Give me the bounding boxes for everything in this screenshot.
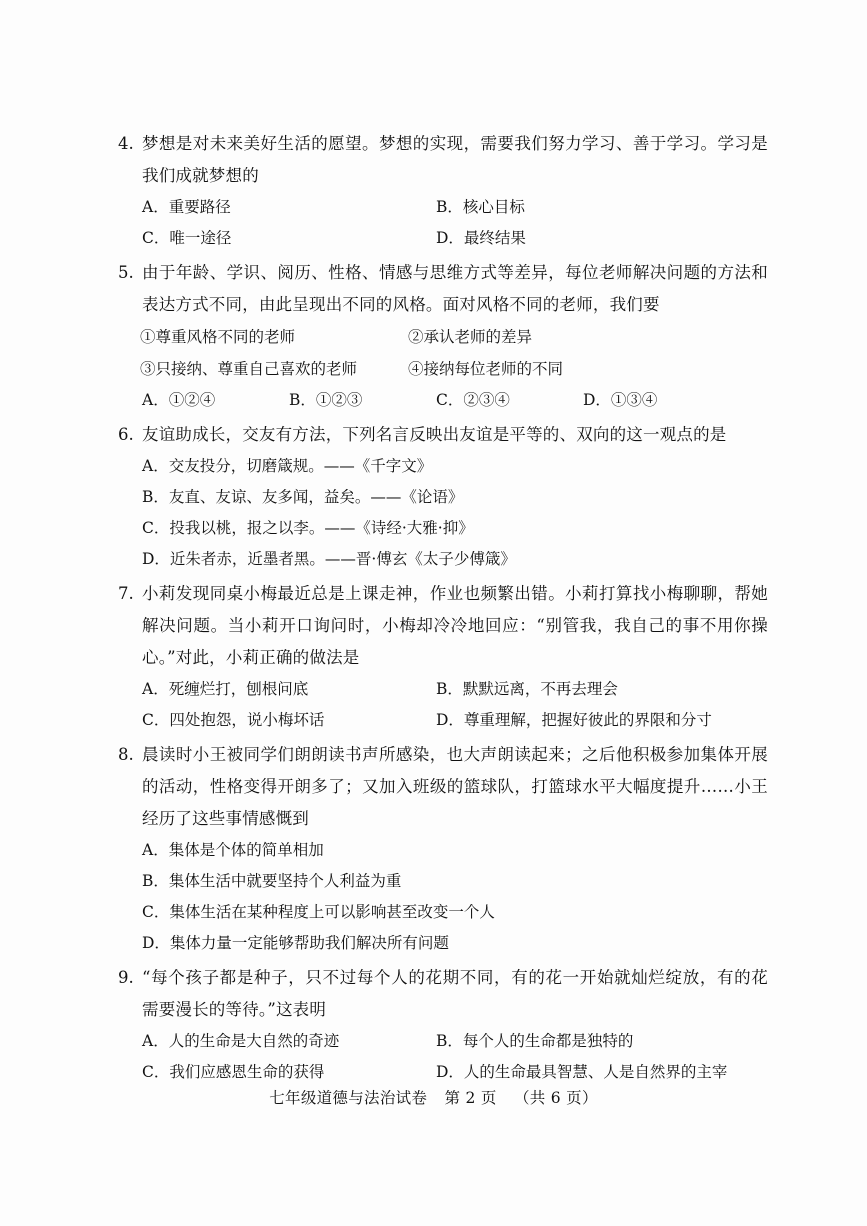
option-b: B．集体生活中就要坚持个人利益为重 [142,872,402,890]
option-d: D．最终结果 [436,229,526,247]
exam-title: 七年级道德与法治试卷 [269,1089,428,1107]
options [142,1026,768,1088]
question-5 [118,257,768,416]
option-b: B．每个人的生命都是独特的 [436,1032,634,1050]
option-d: D．①③④ [583,391,658,409]
question-text: 梦想是对未来美好生活的愿望。梦想的实现，需要我们努力学习、善于学习。学习是我们成就梦想的 [142,134,768,185]
question-9 [118,962,768,1088]
option-a: A．重要路径 [142,198,231,216]
option-d: D．集体力量一定能够帮助我们解决所有问题 [142,934,449,952]
question-7 [118,578,768,736]
question-stem [118,578,768,674]
option-b: B．友直、友谅、友多闻，益矣。——《论语》 [142,488,464,506]
page-total: （共 6 页） [513,1089,598,1107]
question-text: 小莉发现同桌小梅最近总是上课走神，作业也频繁出错。小莉打算找小梅聊聊，帮她解决问题。当小莉开口询问时，小梅却冷冷地回应：“别管我，我自己的事不用你操心。”对此，小莉正确的做法是 [142,584,768,667]
question-text: 晨读时小王被同学们朗朗读书声所感染，也大声朗读起来；之后他积极参加集体开展的活动，性格变得开朗多了；又加入班级的篮球队，打篮球水平大幅度提升……小王经历了这些事情感慨到 [142,745,768,828]
question-6 [118,419,768,575]
question-number: 6. [118,425,134,444]
question-stem [118,257,768,321]
question-8 [118,739,768,959]
options [142,835,768,959]
option-c: C．②③④ [436,391,510,409]
question-text: “每个孩子都是种子，只不过每个人的花期不同，有的花一开始就灿烂绽放，有的花需要漫长的等待。”这表明 [142,968,768,1019]
option-a: A．死缠烂打，刨根问底 [142,680,309,698]
option-c: C．唯一途径 [142,229,232,247]
question-text: 友谊助成长，交友有方法，下列名言反映出友谊是平等的、双向的这一观点的是 [142,425,727,444]
question-number: 5. [118,263,134,282]
options [142,451,768,575]
question-number: 4. [118,134,134,153]
question-number: 8. [118,745,134,764]
question-number: 7. [118,584,134,603]
option-b: B．①②③ [289,391,363,409]
option-d: D．人的生命最具智慧、人是自然界的主宰 [436,1063,728,1081]
page-footer [0,1086,867,1108]
option-d: D．尊重理解，把握好彼此的界限和分寸 [436,711,712,729]
options [142,192,768,254]
options [142,674,768,736]
statement-2: ②承认老师的差异 [408,328,533,346]
option-d: D．近朱者赤，近墨者黑。——晋·傅玄《太子少傅箴》 [142,550,516,568]
question-4 [118,128,768,254]
question-text: 由于年龄、学识、阅历、性格、情感与思维方式等差异，每位老师解决问题的方法和表达方式不同，由此呈现出不同的风格。面对风格不同的老师，我们要 [142,263,768,314]
statement-1: ①尊重风格不同的老师 [140,328,296,346]
option-b: B．核心目标 [436,198,525,216]
page-number: 第 2 页 [444,1089,497,1107]
option-a: A．人的生命是大自然的奇迹 [142,1032,340,1050]
question-stem [118,419,768,451]
question-list [118,128,768,1091]
option-c: C．四处抱怨，说小梅坏话 [142,711,325,729]
option-a: A．集体是个体的简单相加 [142,841,324,859]
option-a: A．交友投分，切磨箴规。——《千字文》 [142,457,433,475]
question-stem [118,739,768,835]
statement-4: ④接纳每位老师的不同 [408,360,564,378]
question-stem [118,128,768,192]
option-c: C．我们应感恩生命的获得 [142,1063,325,1081]
statement-3: ③只接纳、尊重自己喜欢的老师 [140,360,358,378]
option-c: C．投我以桃，报之以李。——《诗经·大雅·抑》 [142,519,474,537]
question-stem [118,962,768,1026]
question-number: 9. [118,968,134,987]
options [142,385,768,416]
option-c: C．集体生活在某种程度上可以影响甚至改变一个人 [142,903,495,921]
option-a: A．①②④ [142,391,216,409]
option-b: B．默默远离，不再去理会 [436,680,618,698]
